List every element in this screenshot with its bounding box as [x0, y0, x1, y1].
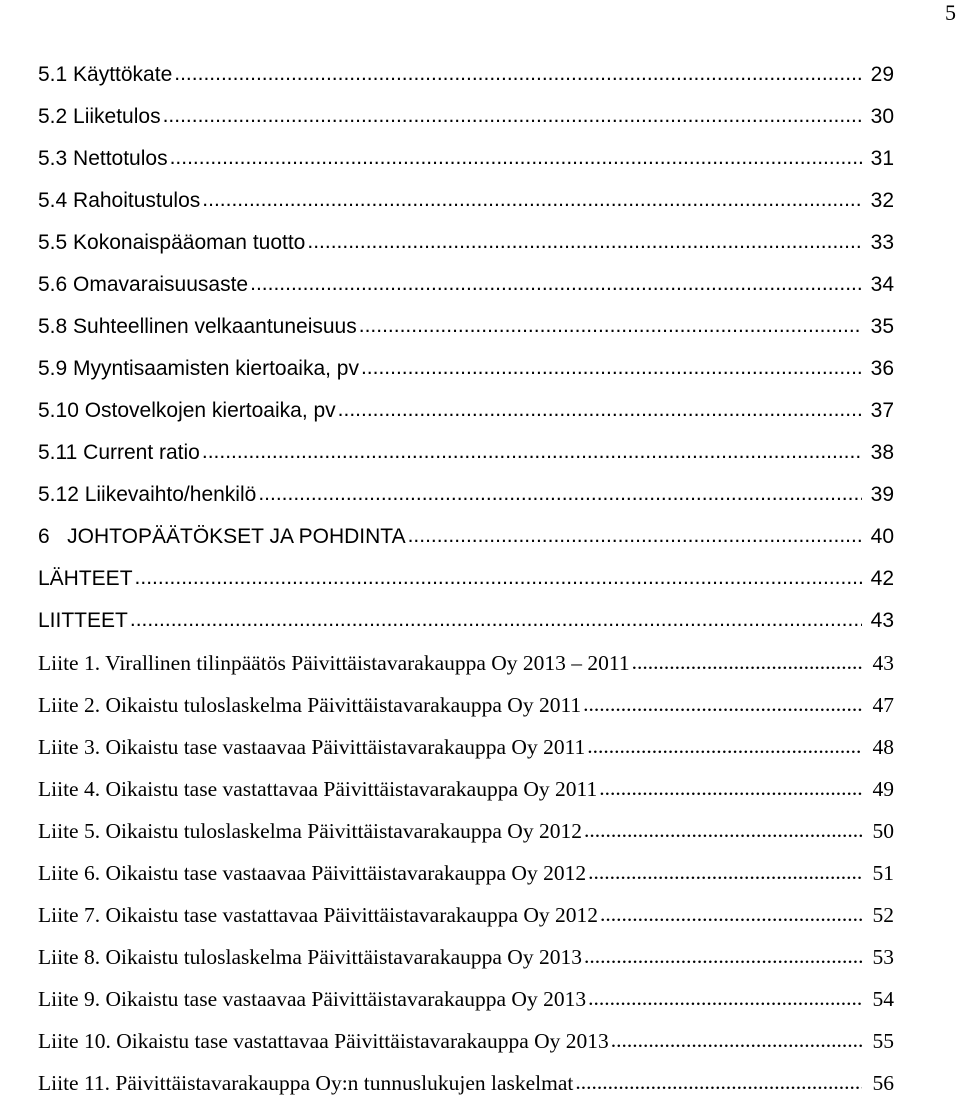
toc-entry-title: Liite 6. Oikaistu tase vastaavaa Päivittäistavarakauppa Oy 2012 — [38, 861, 587, 885]
toc-entry-title: Liite 7. Oikaistu tase vastattavaa Päivittäistavarakauppa Oy 2012 — [38, 903, 599, 927]
toc-entry-title: 5.2 Liiketulos — [38, 105, 161, 128]
toc-entry[interactable] — [38, 138, 894, 180]
toc-entry-page: 42 — [870, 567, 894, 590]
page-number: 5 — [945, 0, 956, 25]
toc-leader-dots — [174, 53, 862, 95]
toc-entry[interactable] — [38, 642, 894, 684]
toc-leader-dots — [583, 683, 862, 725]
toc-entry-page: 34 — [870, 273, 894, 296]
toc-entry-title: 5.5 Kokonaispääoman tuotto — [38, 231, 306, 254]
toc-entry-page: 51 — [872, 861, 894, 885]
toc-entry-page: 38 — [870, 441, 894, 464]
toc-leader-dots — [202, 179, 862, 221]
toc-entry[interactable] — [38, 894, 894, 936]
toc-leader-dots — [611, 1019, 862, 1061]
toc-entry-title: 5.4 Rahoitustulos — [38, 189, 201, 212]
toc-entry-page: 36 — [870, 357, 894, 380]
toc-entry[interactable] — [38, 1020, 894, 1062]
toc-entry-page: 29 — [870, 63, 894, 86]
toc-leader-dots — [135, 557, 862, 599]
toc-entry-title: 5.12 Liikevaihto/henkilö — [38, 483, 257, 506]
toc-entry-title: 5.9 Myyntisaamisten kiertoaika, pv — [38, 357, 359, 380]
toc-entry-page: 40 — [870, 525, 894, 548]
toc-entry-title: Liite 8. Oikaistu tuloslaskelma Päivittäistavarakauppa Oy 2013 — [38, 945, 582, 969]
toc-leader-dots — [408, 515, 862, 557]
toc-entry-title: 5.1 Käyttökate — [38, 63, 173, 86]
table-of-contents — [38, 54, 894, 1104]
toc-entry-title: 5.3 Nettotulos — [38, 147, 168, 170]
toc-entry-page: 31 — [870, 147, 894, 170]
toc-entry[interactable] — [38, 936, 894, 978]
toc-entry-title: Liite 10. Oikaistu tase vastattavaa Päivittäistavarakauppa Oy 2013 — [38, 1029, 609, 1053]
toc-leader-dots — [163, 95, 862, 137]
toc-entry-page: 43 — [872, 651, 894, 675]
toc-entry-page: 52 — [872, 903, 894, 927]
toc-entry-title: Liite 4. Oikaistu tase vastattavaa Päivittäistavarakauppa Oy 2011 — [38, 777, 598, 801]
toc-entry[interactable] — [38, 684, 894, 726]
toc-entry-page: 47 — [872, 693, 894, 717]
toc-entry-title: Liite 1. Virallinen tilinpäätös Päivittäistavarakauppa Oy 2013 – 2011 — [38, 651, 630, 675]
toc-leader-dots — [202, 431, 862, 473]
toc-entry[interactable] — [38, 180, 894, 222]
toc-entry[interactable] — [38, 474, 894, 516]
toc-entry[interactable] — [38, 348, 894, 390]
toc-entry[interactable] — [38, 96, 894, 138]
toc-leader-dots — [600, 893, 862, 935]
toc-entry-page: 39 — [870, 483, 894, 506]
toc-leader-dots — [584, 935, 862, 977]
toc-entry-title: Liite 5. Oikaistu tuloslaskelma Päivittäistavarakauppa Oy 2012 — [38, 819, 582, 843]
toc-entry[interactable] — [38, 54, 894, 96]
toc-leader-dots — [307, 221, 862, 263]
toc-leader-dots — [250, 263, 862, 305]
toc-entry-title: 5.11 Current ratio — [38, 441, 200, 464]
toc-entry-page: 30 — [870, 105, 894, 128]
toc-entry-title: 5.8 Suhteellinen velkaantuneisuus — [38, 315, 357, 338]
toc-entry-page: 53 — [872, 945, 894, 969]
toc-leader-dots — [359, 305, 862, 347]
toc-entry-page: 35 — [870, 315, 894, 338]
toc-entry[interactable] — [38, 432, 894, 474]
toc-entry[interactable] — [38, 726, 894, 768]
toc-entry-title: Liite 11. Päivittäistavarakauppa Oy:n tunnuslukujen laskelmat — [38, 1071, 574, 1095]
toc-entry[interactable] — [38, 810, 894, 852]
toc-entry[interactable] — [38, 264, 894, 306]
toc-entry[interactable] — [38, 768, 894, 810]
toc-leader-dots — [130, 599, 862, 641]
toc-entry-title: 5.6 Omavaraisuusaste — [38, 273, 249, 296]
toc-entry[interactable] — [38, 978, 894, 1020]
toc-leader-dots — [632, 641, 862, 683]
toc-entry-title: Liite 3. Oikaistu tase vastaavaa Päivittäistavarakauppa Oy 2011 — [38, 735, 586, 759]
toc-entry[interactable] — [38, 558, 894, 600]
toc-entry-title: LÄHTEET — [38, 567, 133, 590]
toc-leader-dots — [170, 137, 862, 179]
toc-entry-page: 54 — [872, 987, 894, 1011]
toc-entry[interactable] — [38, 600, 894, 642]
toc-entry-page: 55 — [872, 1029, 894, 1053]
toc-entry-title: Liite 2. Oikaistu tuloslaskelma Päivittäistavarakauppa Oy 2011 — [38, 693, 582, 717]
toc-entry[interactable] — [38, 516, 894, 558]
toc-entry-page: 43 — [870, 609, 894, 632]
toc-leader-dots — [361, 347, 862, 389]
toc-entry-title: LIITTEET — [38, 609, 128, 632]
toc-entry-page: 32 — [870, 189, 894, 212]
toc-entry[interactable] — [38, 1062, 894, 1104]
toc-entry-page: 56 — [872, 1071, 894, 1095]
toc-leader-dots — [599, 767, 862, 809]
toc-entry-page: 49 — [872, 777, 894, 801]
toc-entry-page: 48 — [872, 735, 894, 759]
toc-leader-dots — [587, 725, 862, 767]
toc-entry-page: 50 — [872, 819, 894, 843]
toc-leader-dots — [575, 1061, 862, 1103]
toc-entry[interactable] — [38, 390, 894, 432]
toc-entry-title: Liite 9. Oikaistu tase vastaavaa Päivittäistavarakauppa Oy 2013 — [38, 987, 587, 1011]
toc-leader-dots — [588, 977, 862, 1019]
toc-leader-dots — [258, 473, 862, 515]
toc-leader-dots — [338, 389, 862, 431]
toc-entry-title: 6 JOHTOPÄÄTÖKSET JA POHDINTA — [38, 525, 406, 548]
toc-entry-title: 5.10 Ostovelkojen kiertoaika, pv — [38, 399, 336, 422]
toc-entry[interactable] — [38, 306, 894, 348]
toc-entry[interactable] — [38, 852, 894, 894]
toc-entry-page: 37 — [870, 399, 894, 422]
toc-leader-dots — [588, 851, 862, 893]
toc-entry[interactable] — [38, 222, 894, 264]
toc-entry-page: 33 — [870, 231, 894, 254]
toc-leader-dots — [584, 809, 862, 851]
